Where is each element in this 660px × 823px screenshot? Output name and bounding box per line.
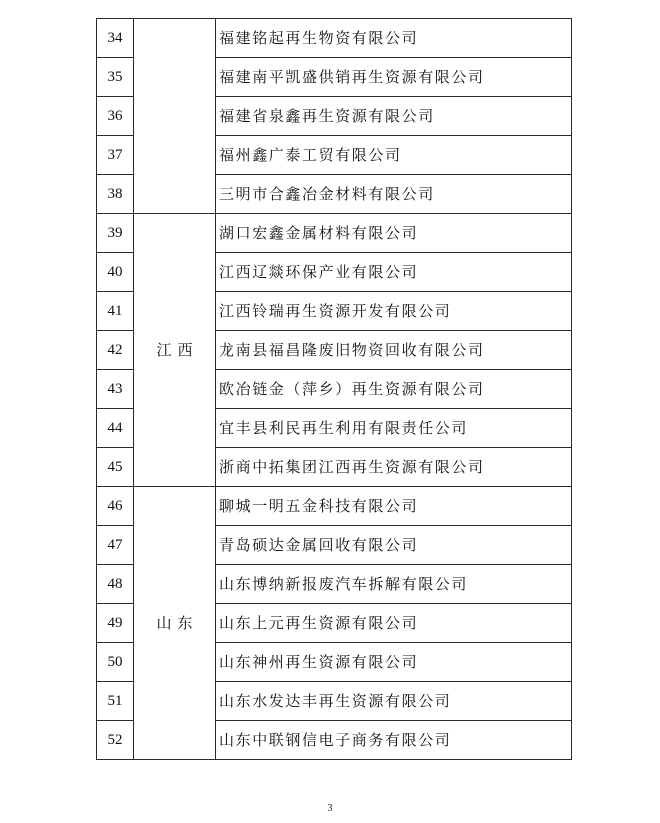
row-number: 44 [97,409,134,448]
company-name: 欧冶链金（萍乡）再生资源有限公司 [216,370,572,409]
company-name: 福建铭起再生物资有限公司 [216,19,572,58]
company-name: 三明市合鑫冶金材料有限公司 [216,175,572,214]
row-number: 45 [97,448,134,487]
company-list-body [97,19,572,760]
company-name: 湖口宏鑫金属材料有限公司 [216,214,572,253]
company-name: 龙南县福昌隆废旧物资回收有限公司 [216,331,572,370]
row-number: 34 [97,19,134,58]
company-name: 山东上元再生资源有限公司 [216,604,572,643]
province-cell: 山东 [134,487,216,760]
row-number: 52 [97,721,134,760]
row-number: 50 [97,643,134,682]
company-name: 聊城一明五金科技有限公司 [216,487,572,526]
row-number: 47 [97,526,134,565]
company-name: 山东水发达丰再生资源有限公司 [216,682,572,721]
company-name: 宜丰县利民再生利用有限责任公司 [216,409,572,448]
row-number: 39 [97,214,134,253]
table-row [97,19,572,58]
company-name: 山东神州再生资源有限公司 [216,643,572,682]
row-number: 43 [97,370,134,409]
row-number: 48 [97,565,134,604]
province-cell: 江西 [134,214,216,487]
company-name: 福州鑫广泰工贸有限公司 [216,136,572,175]
company-name: 山东中联钢信电子商务有限公司 [216,721,572,760]
row-number: 46 [97,487,134,526]
table-row [97,214,572,253]
company-name: 山东博纳新报废汽车拆解有限公司 [216,565,572,604]
company-name: 福建南平凯盛供销再生资源有限公司 [216,58,572,97]
company-name: 浙商中拓集团江西再生资源有限公司 [216,448,572,487]
row-number: 42 [97,331,134,370]
company-name: 福建省泉鑫再生资源有限公司 [216,97,572,136]
company-name: 江西辽燚环保产业有限公司 [216,253,572,292]
row-number: 49 [97,604,134,643]
company-list-table [96,18,572,760]
table-row [97,487,572,526]
company-name: 江西铃瑞再生资源开发有限公司 [216,292,572,331]
row-number: 35 [97,58,134,97]
row-number: 40 [97,253,134,292]
row-number: 36 [97,97,134,136]
page-number: 3 [327,803,333,814]
row-number: 51 [97,682,134,721]
row-number: 37 [97,136,134,175]
province-cell [134,19,216,214]
row-number: 41 [97,292,134,331]
row-number: 38 [97,175,134,214]
company-name: 青岛硕达金属回收有限公司 [216,526,572,565]
